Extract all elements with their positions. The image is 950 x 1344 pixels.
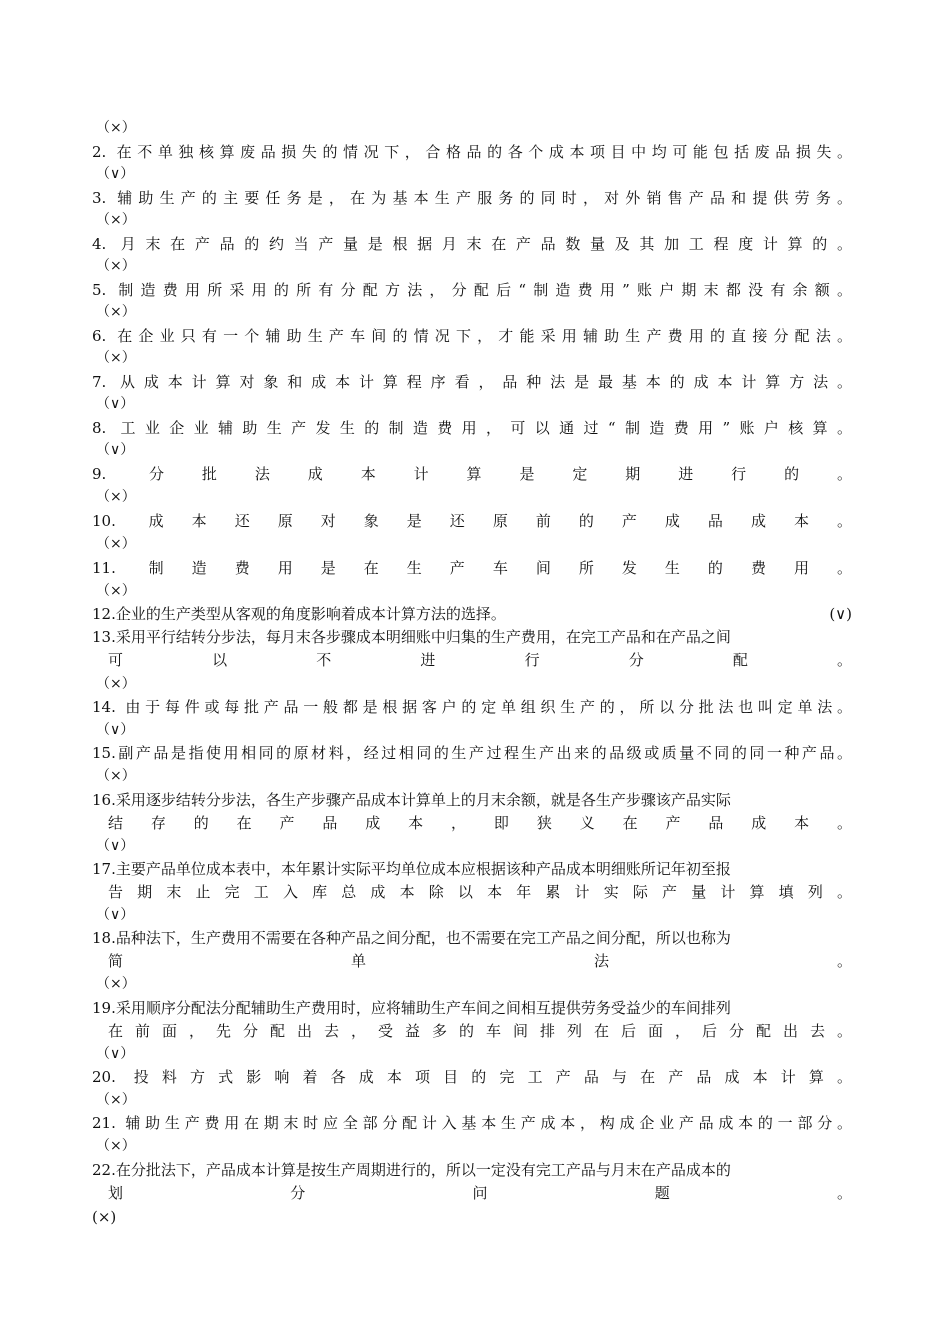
answer-16: （∨） [96,838,135,854]
answer-14: （∨） [96,722,135,738]
question-10: 10. 成本还原对象是还原前的产成品成本。 [92,512,852,530]
question-22-line1: 22.在分批法下，产品成本计算是按生产周期进行的，所以一定没有完工产品与月末在产品成本的 [92,1161,731,1179]
answer-4: （×） [96,258,136,274]
question-11: 11. 制造费用是在生产车间所发生的费用。 [92,559,852,577]
answer-20: （×） [96,1092,136,1108]
question-18-line1: 18.品种法下，生产费用不需要在各种产品之间分配，也不需要在完工产品之间分配，所以也称为 [92,929,731,947]
question-21: 21. 辅助生产费用在期末时应全部分配计入基本生产成本，构成企业产品成本的一部分。 [92,1114,852,1132]
answer-9: （×） [96,489,136,505]
question-16-line1: 16.采用逐步结转分步法，各生产步骤产品成本计算单上的月末余额，就是各生产步骤该产品实际 [92,791,731,809]
answer-8: （∨） [96,442,135,458]
answer-18: （×） [96,976,136,992]
question-9: 9. 分批法成本计算是定期进行的。 [92,465,852,483]
question-6: 6. 在企业只有一个辅助生产车间的情况下，才能采用辅助生产费用的直接分配法。 [92,327,852,345]
question-7: 7. 从成本计算对象和成本计算程序看，品种法是最基本的成本计算方法。 [92,373,852,391]
question-12-row [92,603,852,626]
question-17-line1: 17.主要产品单位成本表中，本年累计实际平均单位成本应根据该种产品成本明细账所记年初至报 [92,860,731,878]
question-22-line2: 划分问题。 [108,1184,852,1202]
answer-15: （×） [96,768,136,784]
answer-10: （×） [96,536,136,552]
answer-11: （×） [96,583,136,599]
answer-17: （∨） [96,907,135,923]
answer-6: （×） [96,350,136,366]
question-18-line2: 简单法。 [108,952,852,970]
question-19-line1: 19.采用顺序分配法分配辅助生产费用时，应将辅助生产车间之间相互提供劳务受益少的车间排列 [92,999,731,1017]
question-13-line1: 13.采用平行结转分步法，每月末各步骤成本明细账中归集的生产费用，在完工产品和在产品之间 [92,628,731,646]
answer-7: （∨） [96,396,135,412]
question-8: 8. 工业企业辅助生产发生的制造费用，可以通过“制造费用”账户核算。 [92,419,852,437]
answer-21: （×） [96,1138,136,1154]
question-5: 5. 制造费用所采用的所有分配方法，分配后“制造费用”账户期末都没有余额。 [92,281,852,299]
answer-22: (×) [92,1208,117,1226]
answer-2: （∨） [96,166,135,182]
question-13-line2: 可以不进行分配。 [108,651,852,669]
question-4: 4. 月末在产品的约当产量是根据月末在产品数量及其加工程度计算的。 [92,235,852,253]
question-16-line2: 结存的在产品成本，即狭义在产品成本。 [108,814,852,832]
answer-3: （×） [96,212,136,228]
answer-19: （∨） [96,1046,135,1062]
answer-5: （×） [96,304,136,320]
question-17-line2: 告期末止完工入库总成本除以本年累计实际产量计算填列。 [108,883,852,901]
question-15: 15.副产品是指使用相同的原材料，经过相同的生产过程生产出来的品级或质量不同的同一种产品。 [92,744,852,762]
answer-13: （×） [96,676,136,692]
question-14: 14. 由于每件或每批产品一般都是根据客户的定单组织生产的，所以分批法也叫定单法。 [92,698,852,716]
answer-12: (∨) [829,605,852,623]
question-2: 2. 在不单独核算废品损失的情况下，合格品的各个成本项目中均可能包括废品损失。 [92,143,852,161]
question-20: 20. 投料方式影响着各成本项目的完工产品与在产品成本计算。 [92,1068,852,1086]
question-12: 12.企业的生产类型从客观的角度影响着成本计算方法的选择。 [92,605,506,623]
question-3: 3. 辅助生产的主要任务是，在为基本生产服务的同时，对外销售产品和提供劳务。 [92,189,852,207]
question-19-line2: 在前面，先分配出去，受益多的车间排列在后面，后分配出去。 [108,1022,852,1040]
answer-1: （×） [96,120,136,136]
